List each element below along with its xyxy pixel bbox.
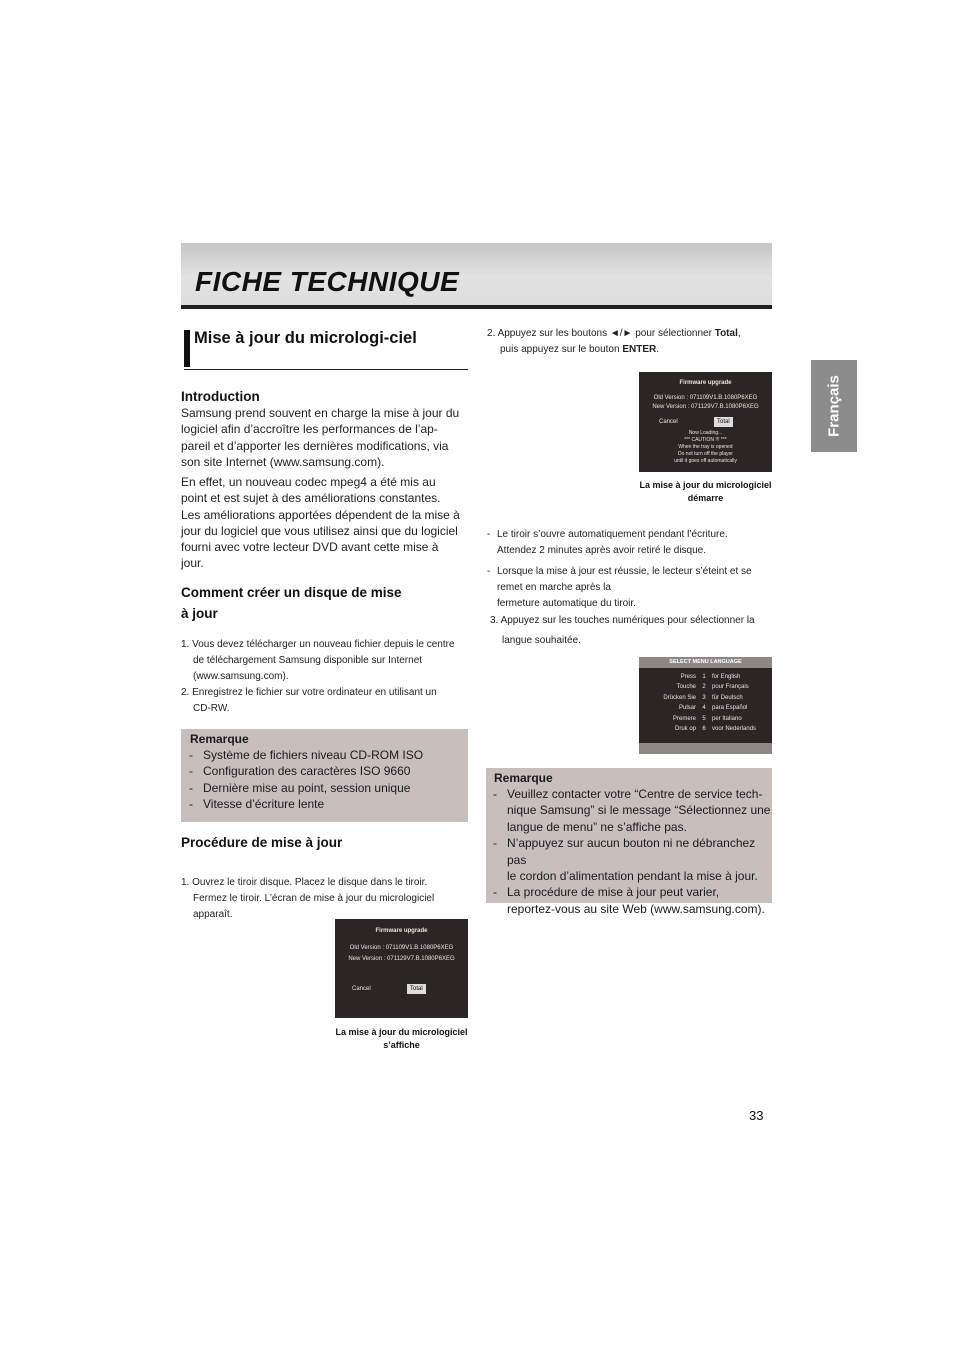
firmware-screen-2: Firmware upgrade Old Version : 071109V1.B.1080P6XEG New Version : 071129V7.B.1080P6XEG Cancel Total Now Loading... *** CAUTION !!! *** When the tray is opened Do not turn off the player until it goes off automatically — [639, 372, 772, 472]
procedure-step-3: 3. Appuyez sur les touches numériques pour sélectionner la langue souhaitée. — [490, 615, 755, 646]
screen-1-caption: La mise à jour du micrologiciel s’affiche — [335, 1027, 468, 1050]
cancel-option: Cancel — [352, 986, 371, 992]
bullet-1: - Le tiroir s’ouvre automatiquement pendant l’écriture. Attendez 2 minutes après avoir retiré le disque. — [487, 529, 728, 556]
cancel-option: Cancel — [659, 419, 678, 425]
language-row: Premere 5 per Italiano — [672, 715, 742, 722]
intro-heading: Introduction — [181, 389, 260, 404]
note-1-item: - Vitesse d’écriture lente — [189, 797, 325, 812]
note-1-item: - Configuration des caractères ISO 9660 — [189, 764, 411, 779]
page-title: FICHE TECHNIQUE — [195, 266, 460, 297]
language-tab-label: Français — [825, 375, 843, 437]
create-disc-heading: Comment créer un disque de mise à jour — [181, 585, 402, 621]
intro-paragraph-1: Samsung prend souvent en charge la mise à jour du logiciel afin d’accroître les performances de l’ap- pareil et d’apporter les dernières modifications, via son site Internet (www.samsung.com). — [181, 406, 460, 469]
language-tab — [811, 360, 857, 452]
note-1-title: Remarque — [190, 732, 249, 746]
procedure-step-2: 2. Appuyez sur les boutons ◄/► pour sélectionner Total, puis appuyez sur le bouton ENTER. — [487, 328, 741, 355]
language-row: Touche 2 pour Français — [676, 684, 749, 691]
note-2-title: Remarque — [494, 771, 553, 785]
section-title: Mise à jour du micrologi-ciel — [194, 329, 417, 347]
procedure-step-1: 1. Ouvrez le tiroir disque. Placez le disque dans le tiroir. Fermez le tiroir. L’écran de mise à jour du micrologiciel apparaît. — [181, 877, 435, 920]
screen-2-caption: La mise à jour du micrologiciel démarre — [639, 480, 772, 503]
create-step-2: 2. Enregistrez le fichier sur votre ordinateur en utilisant un CD-RW. — [181, 687, 437, 714]
note-1-item: - Dernière mise au point, session unique — [189, 780, 411, 795]
language-row: Druk op 6 voor Nederlands — [674, 725, 757, 732]
total-option: Total — [407, 984, 426, 994]
section-marker — [184, 330, 190, 367]
language-row: Drücken Sie 3 für Deutsch — [663, 694, 743, 701]
header-rule — [181, 305, 772, 309]
note-2-item: - La procédure de mise à jour peut varier, reportez-vous au site Web (www.samsung.com). — [493, 885, 765, 916]
create-step-1: 1. Vous devez télécharger un nouveau fichier depuis le centre de téléchargement Samsung disponible sur Internet (www.samsung.com). — [181, 639, 455, 682]
note-1-item: - Système de fichiers niveau CD-ROM ISO — [189, 748, 424, 762]
note-2-item: - Veuillez contacter votre “Centre de service tech- nique Samsung” si le message “Sélectionnez une langue de menu” ne s’affiche pas. — [493, 787, 771, 834]
bullet-2: - Lorsque la mise à jour est réussie, le lecteur s’éteint et se remet en marche après la fermeture automatique du tiroir. — [487, 566, 752, 609]
intro-paragraph-2: En effet, un nouveau codec mpeg4 a été mis au point et est sujet à des améliorations constantes. Les améliorations apportées dépendent de la mise à jour du logiciel que vous utilisez ainsi que du logiciel fourni avec votre lecteur DVD avant cette mise à jour. — [181, 475, 460, 571]
firmware-screen-1: Firmware upgrade Old Version : 071109V1.B.1080P6XEG New Version : 071129V7.B.1080P6XEG Cancel Total — [335, 919, 468, 1018]
language-row: Pulsar 4 para Español — [678, 705, 748, 712]
section-rule — [184, 369, 468, 370]
language-screen-footer — [639, 743, 772, 754]
procedure-heading: Procédure de mise à jour — [181, 835, 343, 850]
page-number: 33 — [749, 1108, 764, 1123]
note-box-1 — [181, 729, 468, 822]
language-select-screen: SELECT MENU LANGUAGE Press 1 for English Touche 2 pour Français Drücken Sie 3 für Deutsch Pulsar 4 para Español Premere 5 per Italiano Druk op 6 voor Nederlands — [639, 657, 772, 754]
note-2-item: - N’appuyez sur aucun bouton ni ne débranchez pas le cordon d’alimentation pendant la mise à jour. — [493, 836, 758, 884]
note-box-2 — [486, 768, 772, 916]
total-option: Total — [714, 417, 733, 427]
language-row: Press 1 for English — [680, 674, 741, 680]
